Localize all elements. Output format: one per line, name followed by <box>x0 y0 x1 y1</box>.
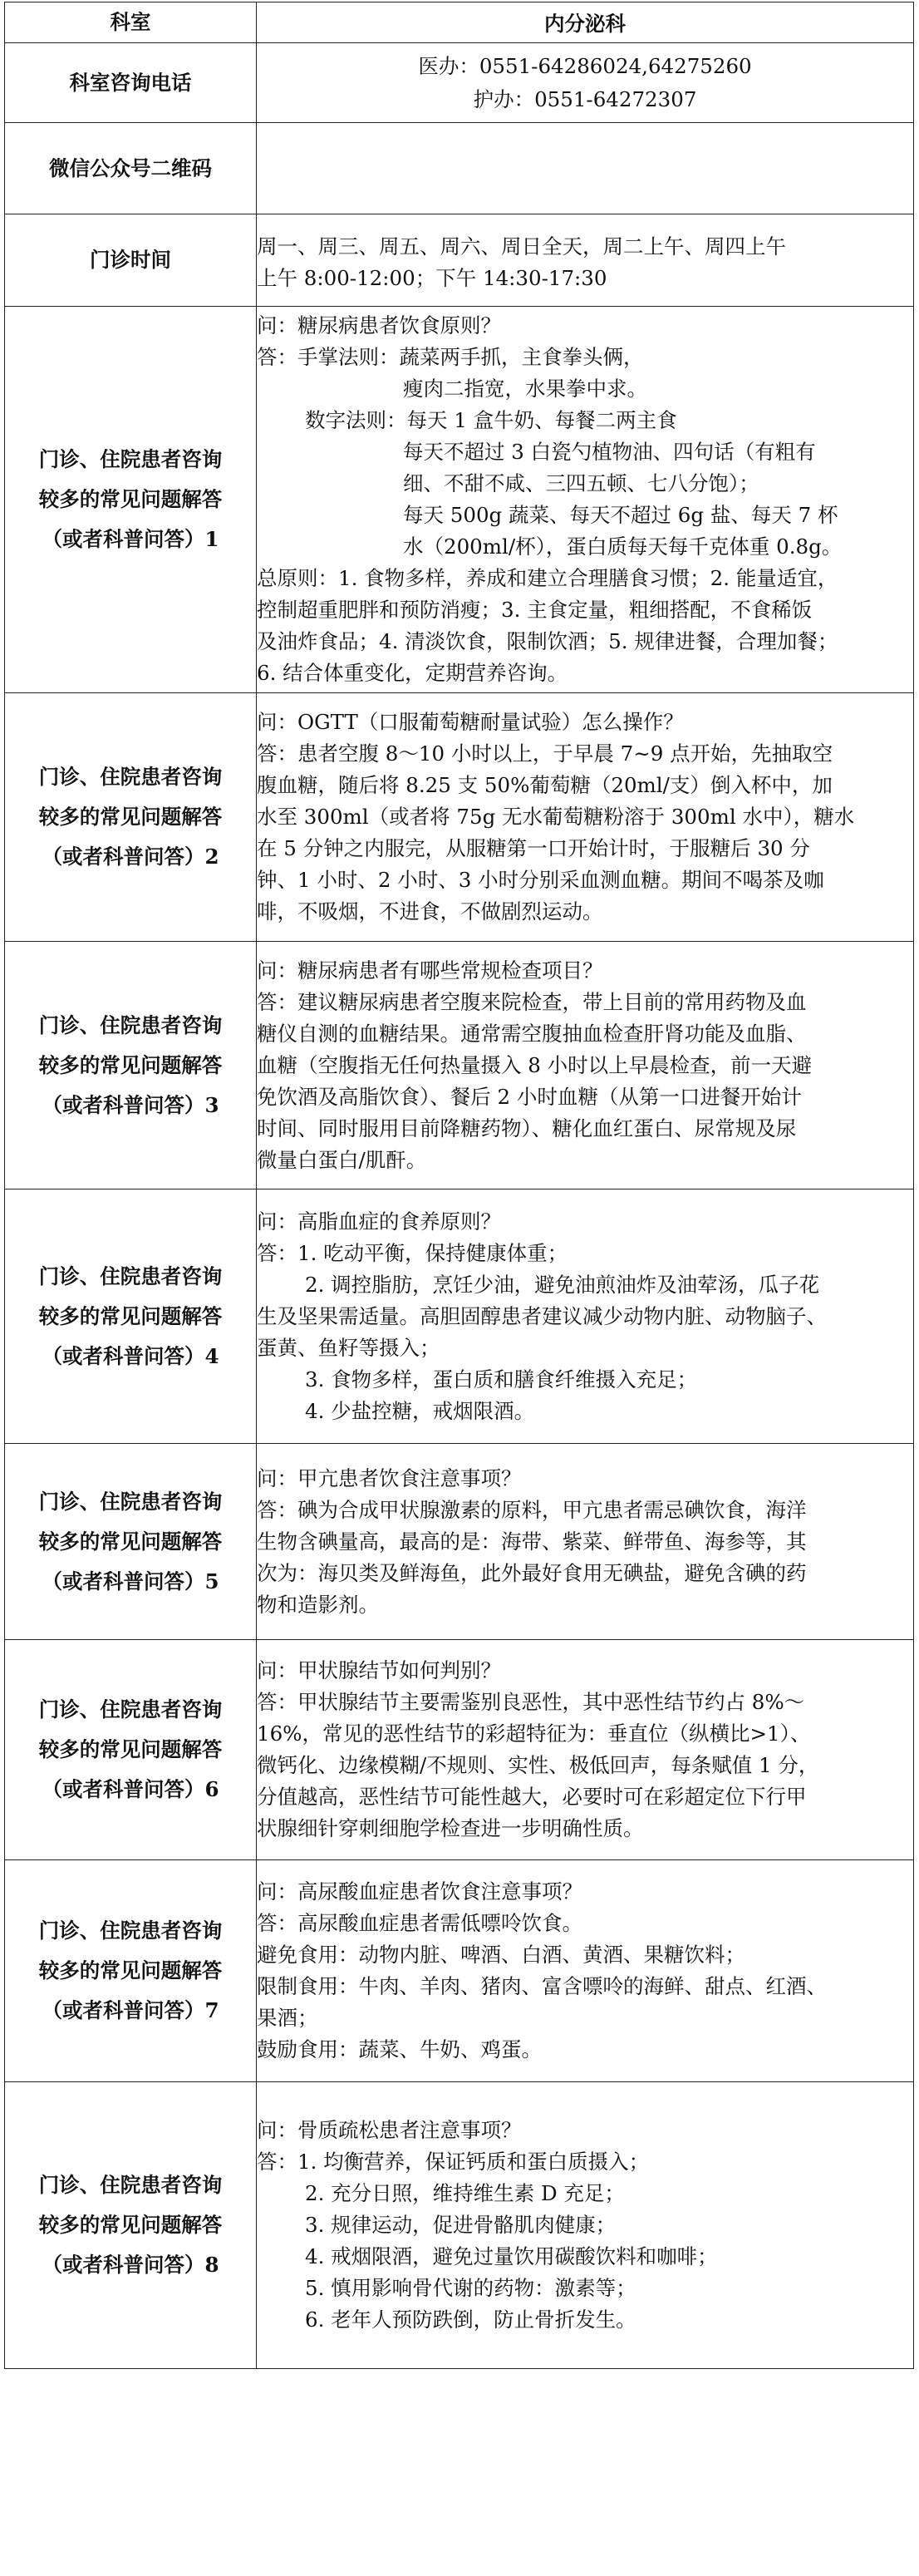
header-value-department: 内分泌科 <box>257 2 914 43</box>
faq-answer: 问：高脂血症的食养原则？ 答：1. 吃动平衡，保持健康体重； 2. 调控脂肪，烹饪少油，避免油煎油炸及油荤汤，瓜子花 生及坚果需适量。高胆固醇患者建议减少动物内脏、动物脑子、 蛋黄、鱼籽等摄入； 3. 食物多样，蛋白质和膳食纤维摄入充足； 4. 少盐控糖，戒烟限酒。 <box>257 1189 914 1444</box>
clinic-hours-times: 上午 8:00-12:00；下午 14:30-17:30 <box>257 266 607 290</box>
faq-label: 门诊、住院患者咨询 较多的常见问题解答 （或者科普问答）7 <box>5 1860 257 2082</box>
nurse-office-phone: 护办：0551-64272307 <box>473 86 697 111</box>
faq-answer: 问：甲亢患者饮食注意事项？ 答：碘为合成甲状腺激素的原料，甲亢患者需忌碘饮食，海洋 生物含碘量高，最高的是：海带、紫菜、鲜带鱼、海参等，其 次为：海贝类及鲜海鱼，此外最好食用无碘盐，避免含碘的药 物和造影剂。 <box>257 1444 914 1640</box>
table-row <box>5 2 914 43</box>
wechat-qr-label: 微信公众号二维码 <box>5 123 257 214</box>
wechat-qr-cell <box>257 123 914 214</box>
faq-answer: 问：OGTT（口服葡萄糖耐量试验）怎么操作？ 答：患者空腹 8～10 小时以上，于早晨 7~9 点开始，先抽取空 腹血糖，随后将 8.25 支 50%葡萄糖（20ml/支）倒入杯中，加 水至 300ml（或者将 75g 无水葡萄糖粉溶于 300ml 水中），糖水 在 5 分钟之内服完，从服糖第一口开始计时，于服糖后 30 分 钟、1 小时、2 小时、3 小时分别采血测血糖。期间不喝茶及咖 啡，不吸烟，不进食，不做剧烈运动。 <box>257 693 914 942</box>
faq-row <box>5 693 914 942</box>
clinic-hours-days: 周一、周三、周五、周六、周日全天，周二上午、周四上午 <box>257 234 786 259</box>
faq-row <box>5 1189 914 1444</box>
faq-answer: 问：糖尿病患者有哪些常规检查项目？ 答：建议糖尿病患者空腹来院检查，带上目前的常用药物及血 糖仪自测的血糖结果。通常需空腹抽血检查肝肾功能及血脂、 血糖（空腹指无任何热量摄入 8 小时以上早晨检查，前一天避 免饮酒及高脂饮食）、餐后 2 小时血糖（从第一口进餐开始计 时间、同时服用目前降糖药物）、糖化血红蛋白、尿常规及尿 微量白蛋白/肌酐。 <box>257 942 914 1189</box>
table-row <box>5 123 914 214</box>
faq-label: 门诊、住院患者咨询 较多的常见问题解答 （或者科普问答）6 <box>5 1640 257 1860</box>
faq-row <box>5 307 914 693</box>
faq-answer: 问：糖尿病患者饮食原则？ 答：手掌法则：蔬菜两手抓，主食拳头俩， 瘦肉二指宽，水果拳中求。 数字法则：每天 1 盒牛奶、每餐二两主食 每天不超过 3 白瓷勺植物油、四句话（有粗有 细、不甜不咸、三四五顿、七八分饱）； 每天 500g 蔬菜、每天不超过 6g 盐、每天 7 杯 水（200ml/杯），蛋白质每天每千克体重 0.8g。 总原则：1. 食物多样，养成和建立合理膳食习惯；2. 能量适宜， 控制超重肥胖和预防消瘦；3. 主食定量，粗细搭配，不食稀饭 及油炸食品；4. 清淡饮食，限制饮酒；5. 规律进餐，合理加餐； 6. 结合体重变化，定期营养咨询。 <box>257 307 914 693</box>
faq-answer: 问：甲状腺结节如何判别？ 答：甲状腺结节主要需鉴别良恶性，其中恶性结节约占 8%～ 16%，常见的恶性结节的彩超特征为：垂直位（纵横比>1）、 微钙化、边缘模糊/不规则、实性、极低回声，每条赋值 1 分， 分值越高，恶性结节可能性越大，必要时可在彩超定位下行甲 状腺细针穿刺细胞学检查进一步明确性质。 <box>257 1640 914 1860</box>
faq-row <box>5 2082 914 2369</box>
faq-answer: 问：高尿酸血症患者饮食注意事项？ 答：高尿酸血症患者需低嘌呤饮食。 避免食用：动物内脏、啤酒、白酒、黄酒、果糖饮料； 限制食用：牛肉、羊肉、猪肉、富含嘌呤的海鲜、甜点、红酒、 果酒； 鼓励食用：蔬菜、牛奶、鸡蛋。 <box>257 1860 914 2082</box>
department-info-table <box>4 2 914 2369</box>
faq-label: 门诊、住院患者咨询 较多的常见问题解答 （或者科普问答）5 <box>5 1444 257 1640</box>
table-row <box>5 214 914 307</box>
clinic-hours-cell <box>257 214 914 307</box>
faq-row <box>5 942 914 1189</box>
faq-answer: 问：骨质疏松患者注意事项？ 答：1. 均衡营养，保证钙质和蛋白质摄入； 2. 充分日照，维持维生素 D 充足； 3. 规律运动，促进骨骼肌肉健康； 4. 戒烟限酒，避免过量饮用碳酸饮料和咖啡； 5. 慎用影响骨代谢的药物：激素等； 6. 老年人预防跌倒，防止骨折发生。 <box>257 2082 914 2369</box>
phone-cell <box>257 43 914 123</box>
faq-label: 门诊、住院患者咨询 较多的常见问题解答 （或者科普问答）1 <box>5 307 257 693</box>
header-label-department: 科室 <box>5 2 257 43</box>
table-row <box>5 43 914 123</box>
faq-label: 门诊、住院患者咨询 较多的常见问题解答 （或者科普问答）3 <box>5 942 257 1189</box>
faq-label: 门诊、住院患者咨询 较多的常见问题解答 （或者科普问答）4 <box>5 1189 257 1444</box>
faq-row <box>5 1640 914 1860</box>
phone-label: 科室咨询电话 <box>5 43 257 123</box>
clinic-hours-label: 门诊时间 <box>5 214 257 307</box>
faq-row <box>5 1444 914 1640</box>
faq-label: 门诊、住院患者咨询 较多的常见问题解答 （或者科普问答）8 <box>5 2082 257 2369</box>
faq-row <box>5 1860 914 2082</box>
faq-label: 门诊、住院患者咨询 较多的常见问题解答 （或者科普问答）2 <box>5 693 257 942</box>
doctor-office-phone: 医办：0551-64286024,64275260 <box>418 53 752 78</box>
